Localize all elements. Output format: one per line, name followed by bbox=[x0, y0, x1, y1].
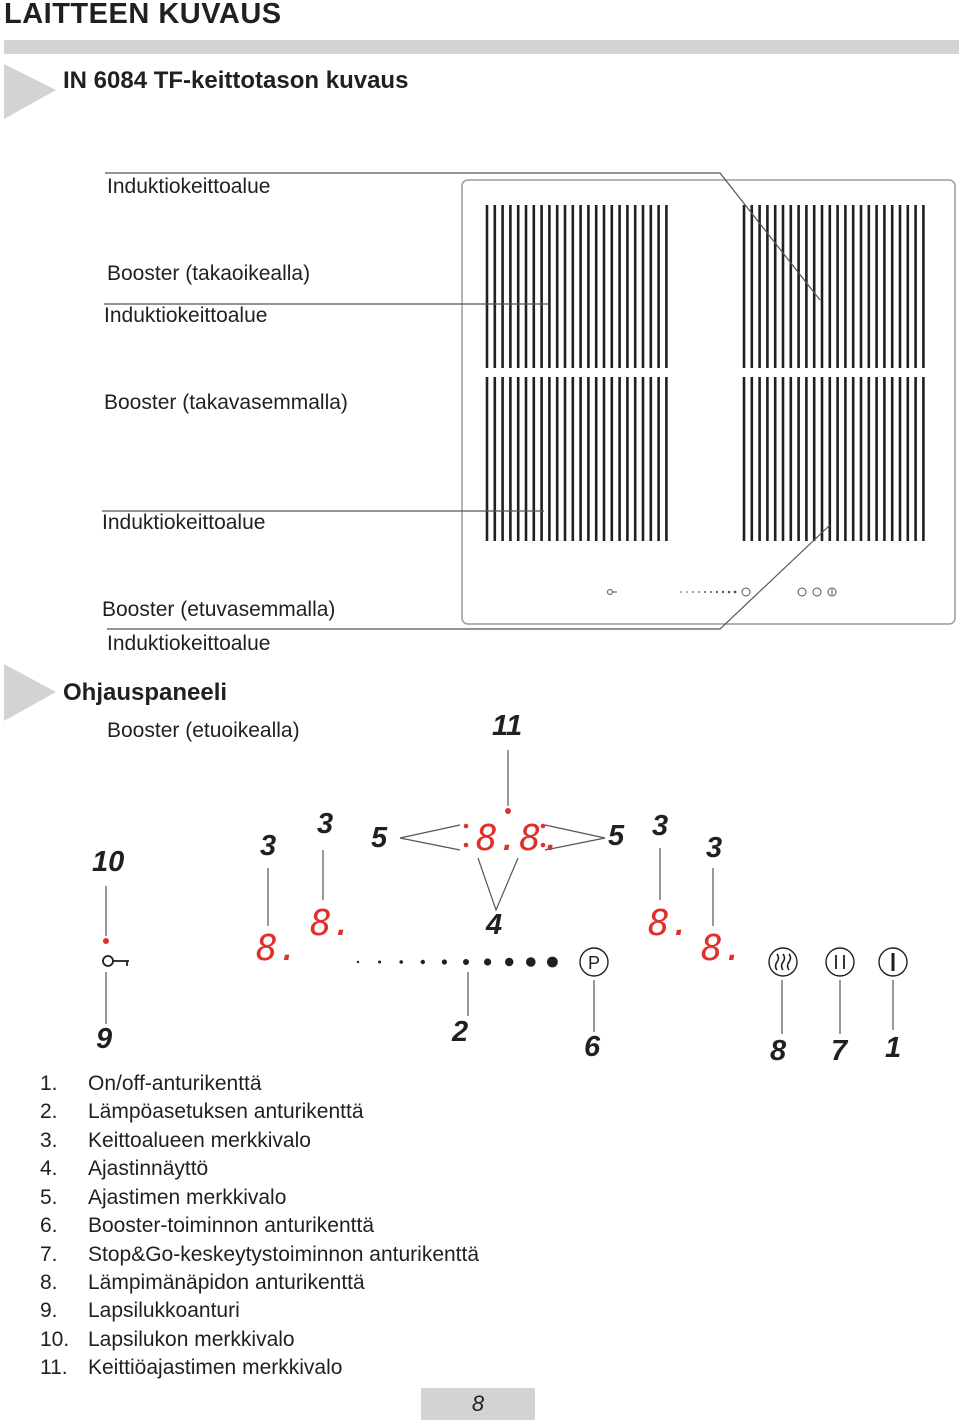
zone-label-line1: Induktiokeittoalue bbox=[107, 632, 271, 655]
timer-display: 8.8. bbox=[476, 818, 563, 859]
slider-dot[interactable] bbox=[505, 958, 513, 966]
slider-dot[interactable] bbox=[442, 959, 447, 964]
legend-item bbox=[40, 1326, 295, 1354]
timer-led-left-top bbox=[464, 824, 469, 829]
child-lock-led bbox=[103, 938, 109, 944]
legend-text: Lämpöasetuksen anturikenttä bbox=[88, 1100, 364, 1123]
zone-display-3: 8. bbox=[648, 903, 692, 944]
slider-dot[interactable] bbox=[399, 960, 403, 964]
callout-11: 11 bbox=[492, 710, 523, 742]
legend-num: 5. bbox=[40, 1186, 58, 1209]
key-icon-ring bbox=[103, 956, 113, 966]
callout-line-5a bbox=[400, 825, 460, 850]
stop-go-button[interactable] bbox=[826, 948, 854, 976]
legend-num: 8. bbox=[40, 1271, 58, 1294]
zone-display-1: 8. bbox=[256, 928, 300, 969]
legend-text: Lapsilukkoanturi bbox=[88, 1299, 240, 1322]
zone-label-line2: Booster (takaoikealla) bbox=[107, 262, 311, 285]
zone-display-4: 8. bbox=[701, 928, 745, 969]
pause-icon bbox=[826, 948, 854, 976]
legend-item bbox=[40, 1241, 479, 1269]
page-number: 8 bbox=[421, 1388, 535, 1420]
kitchen-timer-led bbox=[505, 808, 511, 814]
slider-dot[interactable] bbox=[421, 960, 425, 964]
panel-section-title: Ohjauspaneeli bbox=[63, 679, 228, 706]
callout-10: 10 bbox=[92, 846, 125, 878]
callout-9: 9 bbox=[96, 1023, 113, 1055]
legend-num: 10. bbox=[40, 1328, 70, 1351]
legend-num: 9. bbox=[40, 1299, 58, 1322]
slider-dot[interactable] bbox=[378, 961, 381, 964]
keep-warm-button[interactable] bbox=[769, 948, 797, 976]
legend-num: 3. bbox=[40, 1129, 58, 1152]
legend-item bbox=[40, 1155, 208, 1183]
callout-3c: 3 bbox=[652, 810, 669, 842]
legend-text: Ajastinnäyttö bbox=[88, 1157, 209, 1180]
slider-dot[interactable] bbox=[463, 959, 469, 965]
legend-item bbox=[40, 1212, 374, 1240]
legend-num: 11. bbox=[40, 1356, 68, 1379]
callout-6: 6 bbox=[584, 1031, 601, 1063]
zone-display-2: 8. bbox=[310, 903, 354, 944]
slider-dot[interactable] bbox=[526, 957, 536, 967]
callout-7: 7 bbox=[831, 1035, 848, 1067]
legend-text: Booster-toiminnon anturikenttä bbox=[88, 1214, 374, 1237]
legend-text: On/off-anturikenttä bbox=[88, 1072, 262, 1095]
callout-1: 1 bbox=[885, 1032, 902, 1064]
heat-waves-icon bbox=[776, 954, 791, 970]
legend-text: Lapsilukon merkkivalo bbox=[88, 1328, 295, 1351]
page-heading: LAITTEEN KUVAUS bbox=[4, 0, 282, 30]
legend-num: 4. bbox=[40, 1157, 58, 1180]
callout-4: 4 bbox=[486, 909, 503, 941]
legend-num: 7. bbox=[40, 1243, 58, 1266]
legend-num: 6. bbox=[40, 1214, 58, 1237]
legend-text: Keittiöajastimen merkkivalo bbox=[88, 1356, 343, 1379]
heat-slider[interactable] bbox=[357, 957, 558, 968]
legend-num: 2. bbox=[40, 1100, 58, 1123]
callout-5a: 5 bbox=[371, 822, 388, 854]
callout-line-4 bbox=[478, 858, 518, 910]
slider-dot[interactable] bbox=[357, 961, 359, 963]
slider-dot[interactable] bbox=[484, 958, 491, 965]
power-button[interactable] bbox=[879, 948, 907, 976]
zone-label-line2: Booster (etuvasemmalla) bbox=[102, 598, 336, 621]
zone-label-line1: Induktiokeittoalue bbox=[102, 511, 266, 534]
callout-3b: 3 bbox=[317, 808, 334, 840]
legend-item bbox=[40, 1184, 286, 1212]
legend-item bbox=[40, 1297, 240, 1325]
zone-label-line1: Induktiokeittoalue bbox=[107, 175, 271, 198]
legend-text: Ajastimen merkkivalo bbox=[88, 1186, 287, 1209]
zone-label-line1: Induktiokeittoalue bbox=[104, 304, 268, 327]
zone-label-line2: Booster (etuoikealla) bbox=[107, 719, 300, 742]
legend-text: Keittoalueen merkkivalo bbox=[88, 1129, 311, 1152]
legend-text: Stop&Go-keskeytystoiminnon anturikenttä bbox=[88, 1243, 480, 1266]
callout-2: 2 bbox=[452, 1016, 469, 1048]
callout-5b: 5 bbox=[608, 820, 625, 852]
slider-dot[interactable] bbox=[547, 957, 558, 968]
timer-led-left-bottom bbox=[464, 843, 469, 848]
legend-item bbox=[40, 1127, 311, 1155]
legend-item bbox=[40, 1098, 364, 1126]
hob-section-title: IN 6084 TF-keittotason kuvaus bbox=[63, 67, 409, 94]
callout-3a: 3 bbox=[260, 830, 277, 862]
callout-3d: 3 bbox=[706, 832, 723, 864]
legend-item bbox=[40, 1070, 262, 1098]
legend-num: 1. bbox=[40, 1072, 58, 1095]
callout-8: 8 bbox=[770, 1035, 787, 1067]
legend-text: Lämpimänäpidon anturikenttä bbox=[88, 1271, 365, 1294]
legend-item bbox=[40, 1269, 365, 1297]
legend-item bbox=[40, 1354, 342, 1382]
booster-button[interactable] bbox=[580, 948, 608, 976]
zone-label-line2: Booster (takavasemmalla) bbox=[104, 391, 348, 414]
booster-label: P bbox=[587, 953, 601, 973]
key-icon[interactable] bbox=[103, 956, 129, 966]
